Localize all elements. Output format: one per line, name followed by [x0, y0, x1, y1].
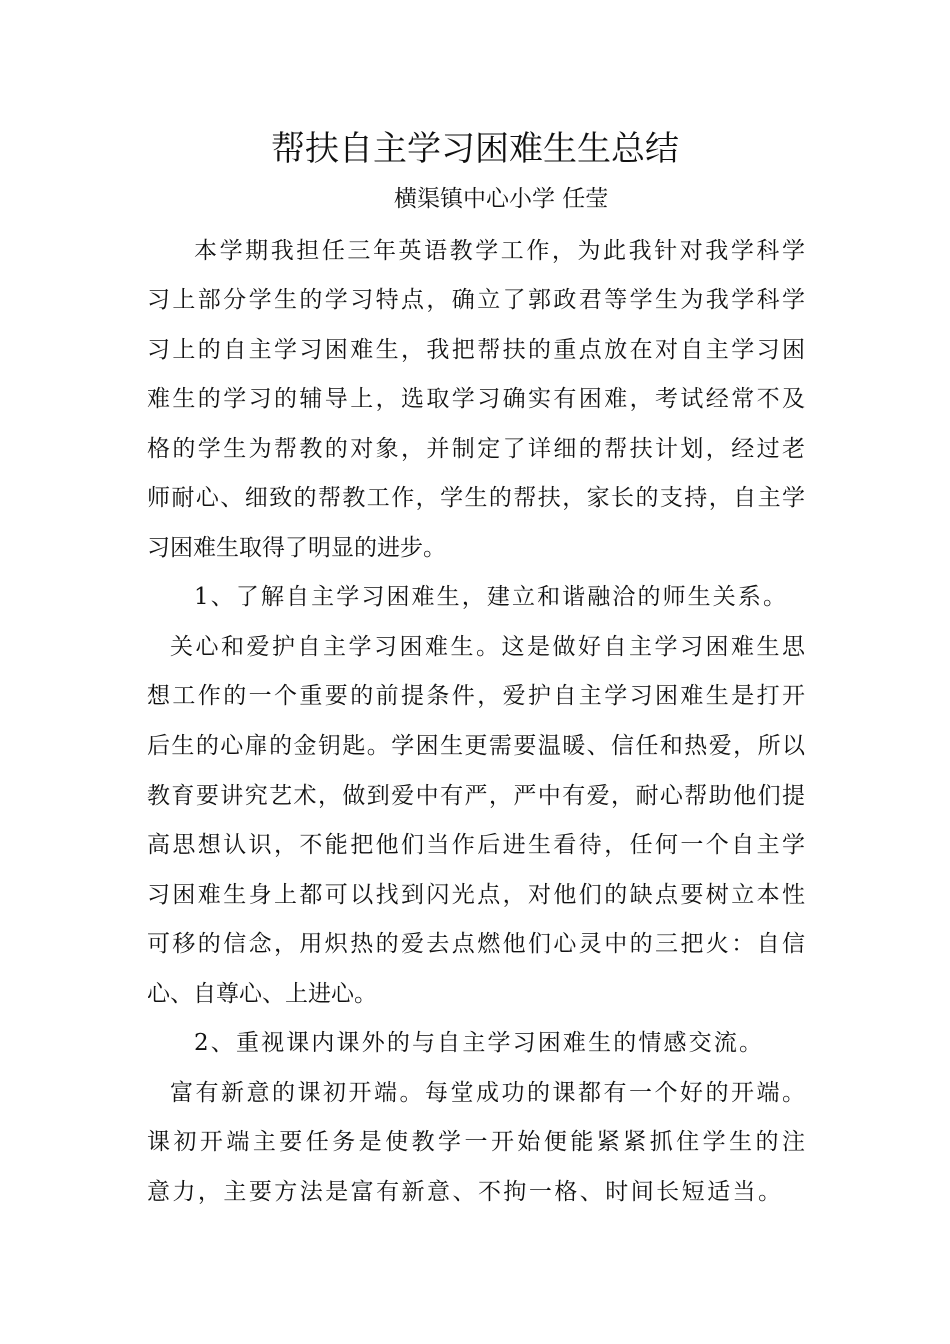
body-line-7: 习困难生取得了明显的进步。	[147, 535, 446, 561]
section-heading-2: 2、重视课内课外的与自主学习困难生的情感交流。	[194, 1030, 762, 1056]
body-line-1: 本学期我担任三年英语教学工作，为此我针对我学科学	[194, 238, 805, 264]
body-line-18: 意力，主要方法是富有新意、不拘一格、时间长短适当。	[147, 1179, 781, 1205]
body-line-17: 课初开端主要任务是使教学一开始便能紧紧抓住学生的注	[147, 1129, 805, 1155]
body-line-3: 习上的自主学习困难生，我把帮扶的重点放在对自主学习困	[147, 337, 805, 363]
body-line-16: 富有新意的课初开端。每堂成功的课都有一个好的开端。	[170, 1080, 805, 1106]
body-line-9: 想工作的一个重要的前提条件，爱护自主学习困难生是打开	[147, 683, 805, 709]
body-line-11: 教育要讲究艺术，做到爱中有严，严中有爱，耐心帮助他们提	[147, 783, 805, 809]
body-line-10: 后生的心扉的金钥匙。学困生更需要温暖、信任和热爱，所以	[147, 733, 805, 759]
document-title: 帮扶自主学习困难生生总结	[271, 129, 679, 169]
body-line-5: 格的学生为帮教的对象，并制定了详细的帮扶计划，经过老	[147, 436, 805, 462]
body-line-6: 师耐心、细致的帮教工作，学生的帮扶，家长的支持，自主学	[147, 485, 805, 511]
section-heading-1: 1、了解自主学习困难生，建立和谐融洽的师生关系。	[194, 584, 786, 610]
body-line-4: 难生的学习的辅导上，选取学习确实有困难，考试经常不及	[147, 386, 805, 412]
body-line-15: 心、自尊心、上进心。	[147, 981, 377, 1007]
body-line-14: 可移的信念，用炽热的爱去点燃他们心灵中的三把火：自信	[147, 931, 805, 957]
body-line-2: 习上部分学生的学习特点，确立了郭政君等学生为我学科学	[147, 287, 805, 313]
author-line: 横渠镇中心小学 任莹	[394, 186, 609, 212]
body-line-8: 关心和爱护自主学习困难生。这是做好自主学习困难生思	[170, 634, 805, 660]
body-line-13: 习困难生身上都可以找到闪光点，对他们的缺点要树立本性	[147, 882, 805, 908]
body-line-12: 高思想认识，不能把他们当作后进生看待，任何一个自主学	[147, 832, 805, 858]
